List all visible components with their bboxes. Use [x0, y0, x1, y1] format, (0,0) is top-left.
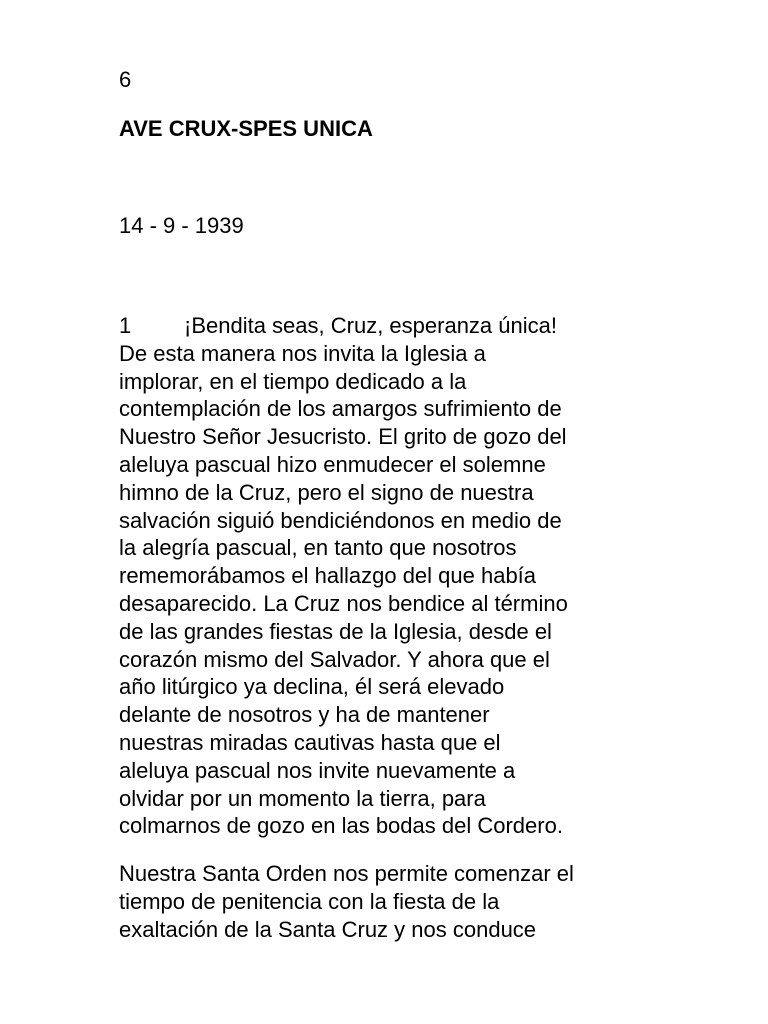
paragraph-line: Nuestro Señor Jesucristo. El grito de gozo del	[119, 424, 567, 450]
paragraph-line: Nuestra Santa Orden nos permite comenzar el	[119, 861, 574, 887]
paragraph-line: tiempo de penitencia con la fiesta de la	[119, 888, 500, 914]
paragraph-line: himno de la Cruz, pero el signo de nuestra	[119, 479, 534, 505]
paragraph-line: delante de nosotros y ha de mantener	[119, 702, 490, 728]
paragraph-line: nuestras miradas cautivas hasta que el	[119, 729, 501, 755]
body-text	[119, 312, 679, 944]
paragraph-line: exaltación de la Santa Cruz y nos conduce	[119, 916, 537, 942]
paragraph-1	[119, 312, 679, 840]
paragraph-line: aleluya pascual nos invite nuevamente a	[119, 757, 516, 783]
paragraph-line: De esta manera nos invita la Iglesia a	[119, 340, 486, 366]
paragraph-number: 1	[119, 313, 132, 338]
paragraph-line: olvidar por un momento la tierra, para	[119, 785, 486, 811]
paragraph-line: de las grandes fiestas de la Iglesia, desde el	[119, 618, 552, 644]
document-title: AVE CRUX-SPES UNICA	[119, 116, 373, 141]
paragraph-line: corazón mismo del Salvador. Y ahora que el	[119, 646, 550, 672]
paragraph-line: desaparecido. La Cruz nos bendice al término	[119, 590, 568, 616]
paragraph-line: contemplación de los amargos sufrimiento de	[119, 396, 562, 422]
document-date: 14 - 9 - 1939	[119, 213, 244, 238]
page-number: 6	[119, 67, 132, 92]
paragraph-2	[119, 860, 679, 943]
paragraph-line-text: ¡Bendita seas, Cruz, esperanza única!	[184, 313, 557, 338]
paragraph-line: colmarnos de gozo en las bodas del Cordero.	[119, 813, 563, 839]
paragraph-line: año litúrgico ya declina, él será elevado	[119, 674, 505, 700]
paragraph-spacer	[119, 840, 679, 860]
paragraph-line: aleluya pascual hizo enmudecer el solemne	[119, 451, 546, 477]
paragraph-line: implorar, en el tiempo dedicado a la	[119, 368, 467, 394]
paragraph-line: la alegría pascual, en tanto que nosotros	[119, 535, 517, 561]
paragraph-line: salvación siguió bendiciéndonos en medio de	[119, 507, 562, 533]
paragraph-line	[119, 312, 679, 340]
paragraph-line: rememorábamos el hallazgo del que había	[119, 563, 537, 589]
